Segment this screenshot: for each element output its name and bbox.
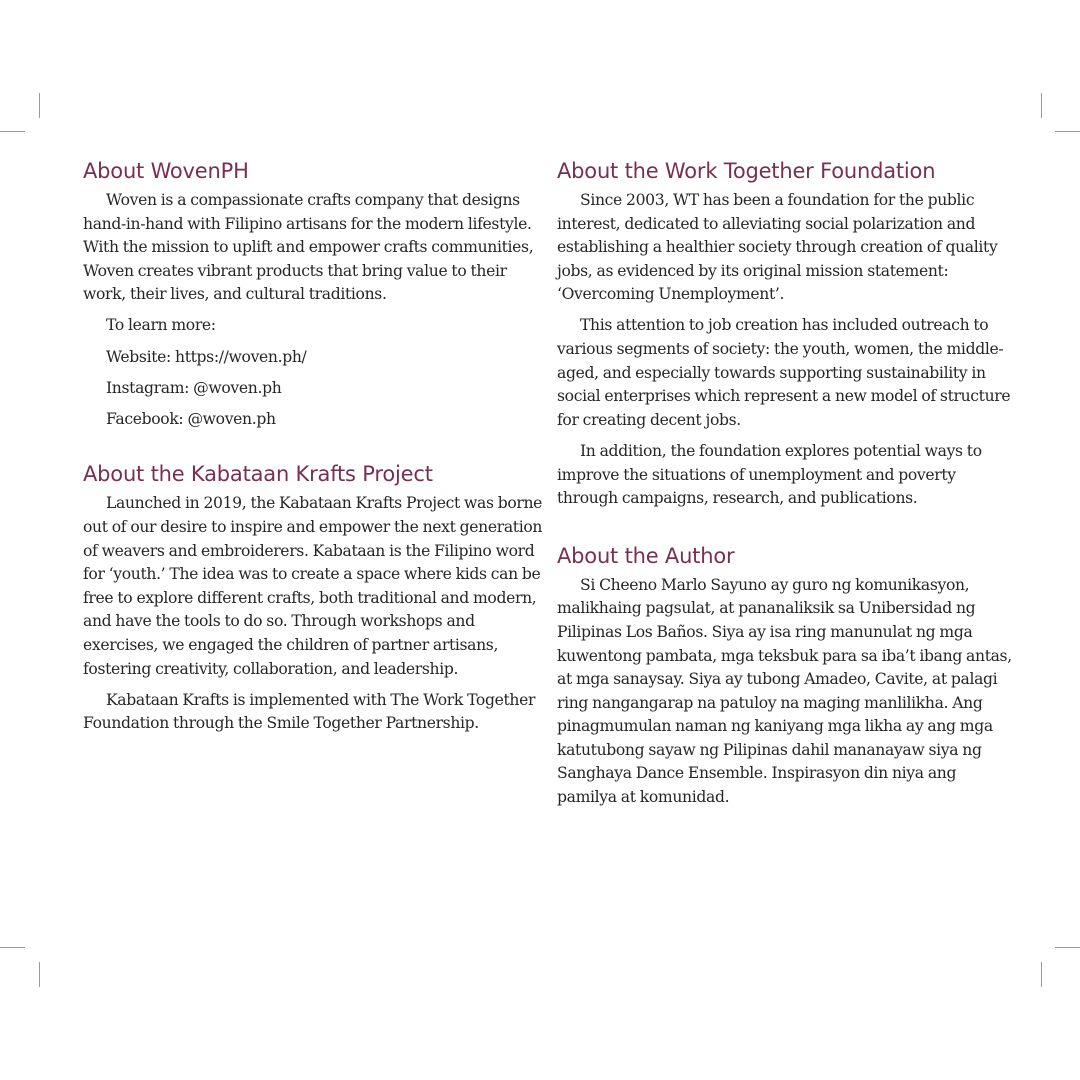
crop-mark-bottom-right-horizontal	[1055, 947, 1080, 948]
about-author-heading: About the Author	[557, 543, 735, 568]
crop-mark-bottom-left-vertical	[39, 962, 40, 987]
about-woven-section	[83, 156, 543, 431]
about-foundation-paragraph: In addition, the foundation explores potential ways to improve the situations of unemployment and poverty through campaigns, research, and publications.	[557, 441, 982, 508]
contact-intro: To learn more:	[106, 316, 216, 335]
about-kabataan-paragraph: Kabataan Krafts is implemented with The Work Together Foundation through the Smile Together Partnership.	[83, 690, 536, 733]
about-foundation-section	[557, 156, 1017, 511]
crop-mark-top-left-horizontal	[0, 131, 25, 132]
contact-facebook: Facebook: @woven.ph	[106, 409, 276, 428]
about-foundation-paragraph: This attention to job creation has included outreach to various segments of society: the youth, women, the middle-aged, and especially towards supporting sustainability in social enterprises which represent a new model of structure for creating decent jobs.	[557, 316, 1011, 429]
about-author-section	[557, 541, 1017, 810]
contact-website: Website: https://woven.ph/	[106, 347, 307, 366]
contact-instagram: Instagram: @woven.ph	[106, 378, 282, 397]
about-kabataan-heading: About the Kabataan Krafts Project	[83, 462, 433, 487]
crop-mark-top-left-vertical	[39, 93, 40, 118]
about-foundation-paragraph: Since 2003, WT has been a foundation for the public interest, dedicated to alleviating social polarization and establishing a healthier society through creation of quality jobs, as evidenced by its original mission statement: ‘Overcoming Unemployment’.	[557, 191, 998, 304]
crop-mark-top-right-vertical	[1041, 93, 1042, 118]
about-kabataan-paragraph: Launched in 2019, the Kabataan Krafts Project was borne out of our desire to inspire and empower the next generation of weavers and embroiderers. Kabataan is the Filipino word for ‘youth.’ The idea was to create a space where kids can be free to explore different crafts, both traditional and modern, and have the tools to do so. Through workshops and exercises, we engaged the children of partner artisans, fostering creativity, collaboration, and leadership.	[83, 494, 543, 678]
about-woven-heading: About WovenPH	[83, 159, 249, 183]
crop-mark-bottom-left-horizontal	[0, 947, 25, 948]
right-column	[557, 156, 1017, 810]
about-author-paragraph: Si Cheeno Marlo Sayuno ay guro ng komunikasyon, malikhaing pagsulat, at pananaliksik sa Unibersidad ng Pilipinas Los Baños. Siya ay isa ring manunulat ng mga kuwentong pambata, mga teksbuk para sa iba’t ibang antas, at mga sanaysay. Siya ay tubong Amadeo, Cavite, at palagi ring nangangarap na patuloy na maging manlilikha. Ang pinagmumulan naman ng kaniyang mga likha ay ang mga katutubong sayaw ng Pilipinas dahil mananayaw siya ng Sanghaya Dance Ensemble. Inspirasyon din niya ang pamilya at komunidad.	[557, 575, 1012, 807]
crop-mark-bottom-right-vertical	[1041, 962, 1042, 987]
contact-info	[83, 314, 543, 431]
left-column	[83, 156, 543, 736]
about-woven-paragraph: Woven is a compassionate crafts company that designs hand-in-hand with Filipino artisans for the modern lifestyle. With the mission to uplift and empower crafts communities, Woven creates vibrant products that bring value to their work, their lives, and cultural traditions.	[83, 191, 534, 304]
crop-mark-top-right-horizontal	[1055, 131, 1080, 132]
about-kabataan-section	[83, 459, 543, 735]
about-foundation-heading: About the Work Together Foundation	[557, 159, 936, 183]
